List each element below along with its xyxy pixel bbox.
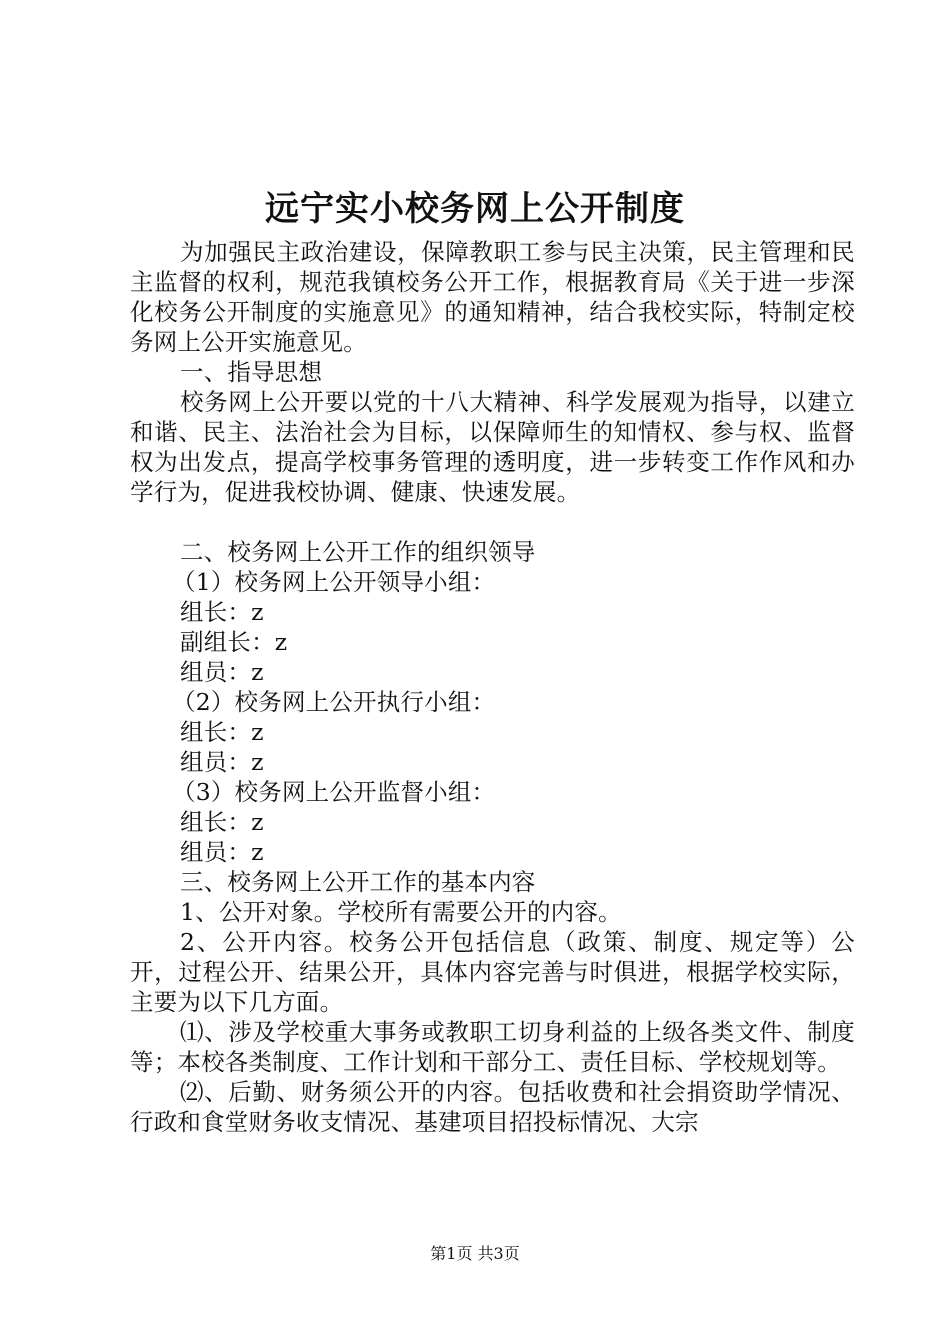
group-heading-leadership: （1）校务网上公开领导小组： [172,568,496,596]
deputy-leader-line: 副组长：z [180,628,288,656]
leader-line: 组长：z [180,598,264,626]
content-subitem-2: ⑵、后勤、财务须公开的内容。包括收费和社会捐资助学情况、行政和食堂财务收支情况、基建项目招投标情况、大宗 [130,1078,855,1136]
section-heading-content: 三、校务网上公开工作的基本内容 [180,868,536,896]
member-line: 组员：z [180,658,264,686]
group-heading-execution: （2）校务网上公开执行小组： [172,688,496,716]
document-body [130,237,855,1137]
document-title: 远宁实小校务网上公开制度 [265,189,685,229]
content-item-1: 1、公开对象。学校所有需要公开的内容。 [180,898,622,926]
page-footer: 第1页 共3页 [430,1244,520,1263]
blank-line [130,507,855,537]
leader-line: 组长：z [180,808,264,836]
section-heading-organization: 二、校务网上公开工作的组织领导 [180,538,536,566]
content-subitem-1: ⑴、涉及学校重大事务或教职工切身利益的上级各类文件、制度等；本校各类制度、工作计划和干部分工、责任目标、学校规划等。 [130,1018,855,1076]
member-line: 组员：z [180,838,264,866]
content-item-2: 2、公开内容。校务公开包括信息（政策、制度、规定等）公开，过程公开、结果公开，具体内容完善与时俱进，根据学校实际，主要为以下几方面。 [130,928,855,1016]
section-heading-guiding-thought: 一、指导思想 [180,358,323,386]
leader-line: 组长：z [180,718,264,746]
intro-paragraph: 为加强民主政治建设，保障教职工参与民主决策，民主管理和民主监督的权利，规范我镇校务公开工作，根据教育局《关于进一步深化校务公开制度的实施意见》的通知精神，结合我校实际，特制定校务网上公开实施意见。 [130,238,855,356]
guiding-thought-paragraph: 校务网上公开要以党的十八大精神、科学发展观为指导，以建立和谐、民主、法治社会为目标，以保障师生的知情权、参与权、监督权为出发点，提高学校事务管理的透明度，进一步转变工作作风和办学行为，促进我校协调、健康、快速发展。 [130,388,855,506]
member-line: 组员：z [180,748,264,776]
group-heading-supervision: （3）校务网上公开监督小组： [172,778,496,806]
